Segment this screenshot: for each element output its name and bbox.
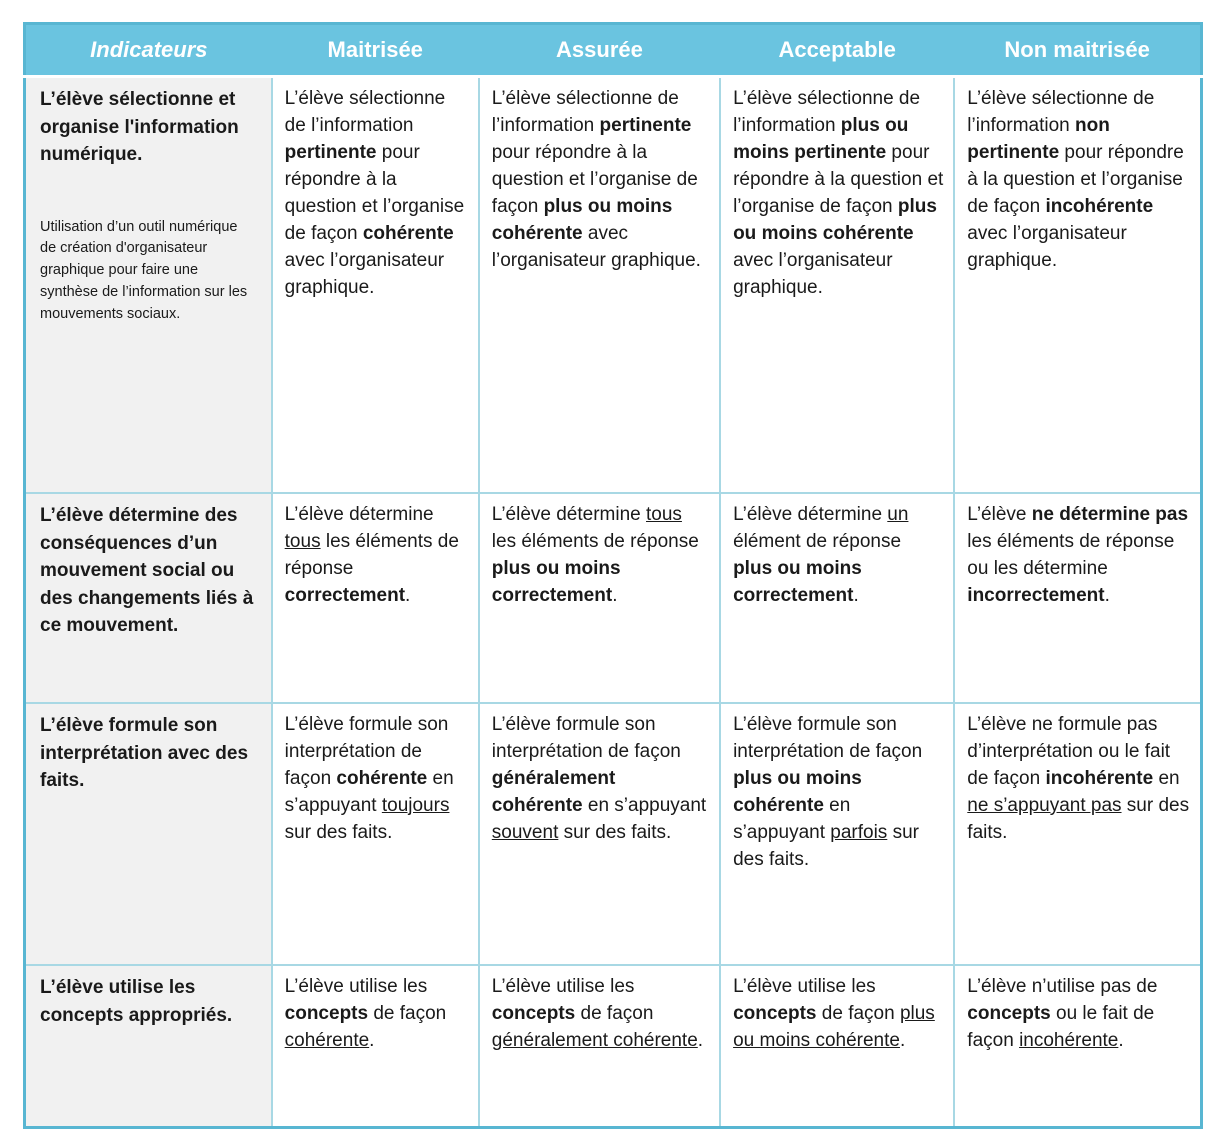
rubric-cell-maitrisee: L’élève détermine tous les éléments de réponse correctement.: [272, 493, 479, 703]
indicator-title: L’élève utilise les concepts appropriés.: [40, 977, 233, 1026]
rubric-cell-acceptable: L’élève utilise les concepts de façon plus ou moins cohérente.: [720, 965, 954, 1128]
column-header-acceptable: Acceptable: [720, 24, 954, 77]
rubric-cell-acceptable: L’élève sélectionne de l’information plus ou moins pertinente pour répondre à la question et l’organise de façon plus ou moins cohérente avec l’organisateur graphique.: [720, 77, 954, 494]
rubric-cell-acceptable: L’élève formule son interprétation de façon plus ou moins cohérente en s’appuyant parfois sur des faits.: [720, 703, 954, 965]
indicator-title: L’élève sélectionne et organise l'information numérique.: [40, 89, 239, 166]
indicator-cell: [25, 77, 272, 494]
indicator-cell: [25, 703, 272, 965]
rubric-cell-assuree: L’élève sélectionne de l’information pertinente pour répondre à la question et l’organise de façon plus ou moins cohérente avec l’organisateur graphique.: [479, 77, 720, 494]
rubric-cell-non-maitrisee: L’élève ne détermine pas les éléments de réponse ou les détermine incorrectement.: [954, 493, 1201, 703]
indicator-cell: [25, 965, 272, 1128]
column-header-assuree: Assurée: [479, 24, 720, 77]
rubric-cell-maitrisee: L’élève sélectionne de l’information pertinente pour répondre à la question et l’organise de façon cohérente avec l’organisateur graphique.: [272, 77, 479, 494]
rubric-cell-non-maitrisee: L’élève ne formule pas d’interprétation ou le fait de façon incohérente en ne s’appuyant pas sur des faits.: [954, 703, 1201, 965]
column-header-indicateurs: Indicateurs: [25, 24, 272, 77]
rubric-header-row: [25, 24, 1202, 77]
indicator-title: L’élève détermine des conséquences d’un mouvement social ou des changements liés à ce mouvement.: [40, 505, 254, 637]
indicator-cell: [25, 493, 272, 703]
rubric-cell-maitrisee: L’élève utilise les concepts de façon cohérente.: [272, 965, 479, 1128]
indicator-title: L’élève formule son interprétation avec des faits.: [40, 715, 249, 792]
column-header-maitrisee: Maitrisée: [272, 24, 479, 77]
rubric-cell-assuree: L’élève utilise les concepts de façon généralement cohérente.: [479, 965, 720, 1128]
table-row-determine-consequences: [25, 493, 1202, 703]
indicator-note: Utilisation d’un outil numérique de création d'organisateur graphique pour faire une synthèse de l’information sur les mouvements sociaux.: [40, 218, 248, 322]
rubric-cell-non-maitrisee: L’élève n’utilise pas de concepts ou le fait de façon incohérente.: [954, 965, 1201, 1128]
table-row-selectionne-information: [25, 77, 1202, 494]
rubric-cell-acceptable: L’élève détermine un élément de réponse plus ou moins correctement.: [720, 493, 954, 703]
table-row-utilise-concepts: [25, 965, 1202, 1128]
rubric-cell-assuree: L’élève détermine tous les éléments de réponse plus ou moins correctement.: [479, 493, 720, 703]
rubric-table: [23, 22, 1203, 1129]
rubric-page: [23, 22, 1203, 1129]
rubric-cell-maitrisee: L’élève formule son interprétation de façon cohérente en s’appuyant toujours sur des faits.: [272, 703, 479, 965]
column-header-non-maitrisee: Non maitrisée: [954, 24, 1201, 77]
rubric-cell-non-maitrisee: L’élève sélectionne de l’information non pertinente pour répondre à la question et l’organise de façon incohérente avec l’organisateur graphique.: [954, 77, 1201, 494]
rubric-cell-assuree: L’élève formule son interprétation de façon généralement cohérente en s’appuyant souvent sur des faits.: [479, 703, 720, 965]
table-row-formule-interpretation: [25, 703, 1202, 965]
